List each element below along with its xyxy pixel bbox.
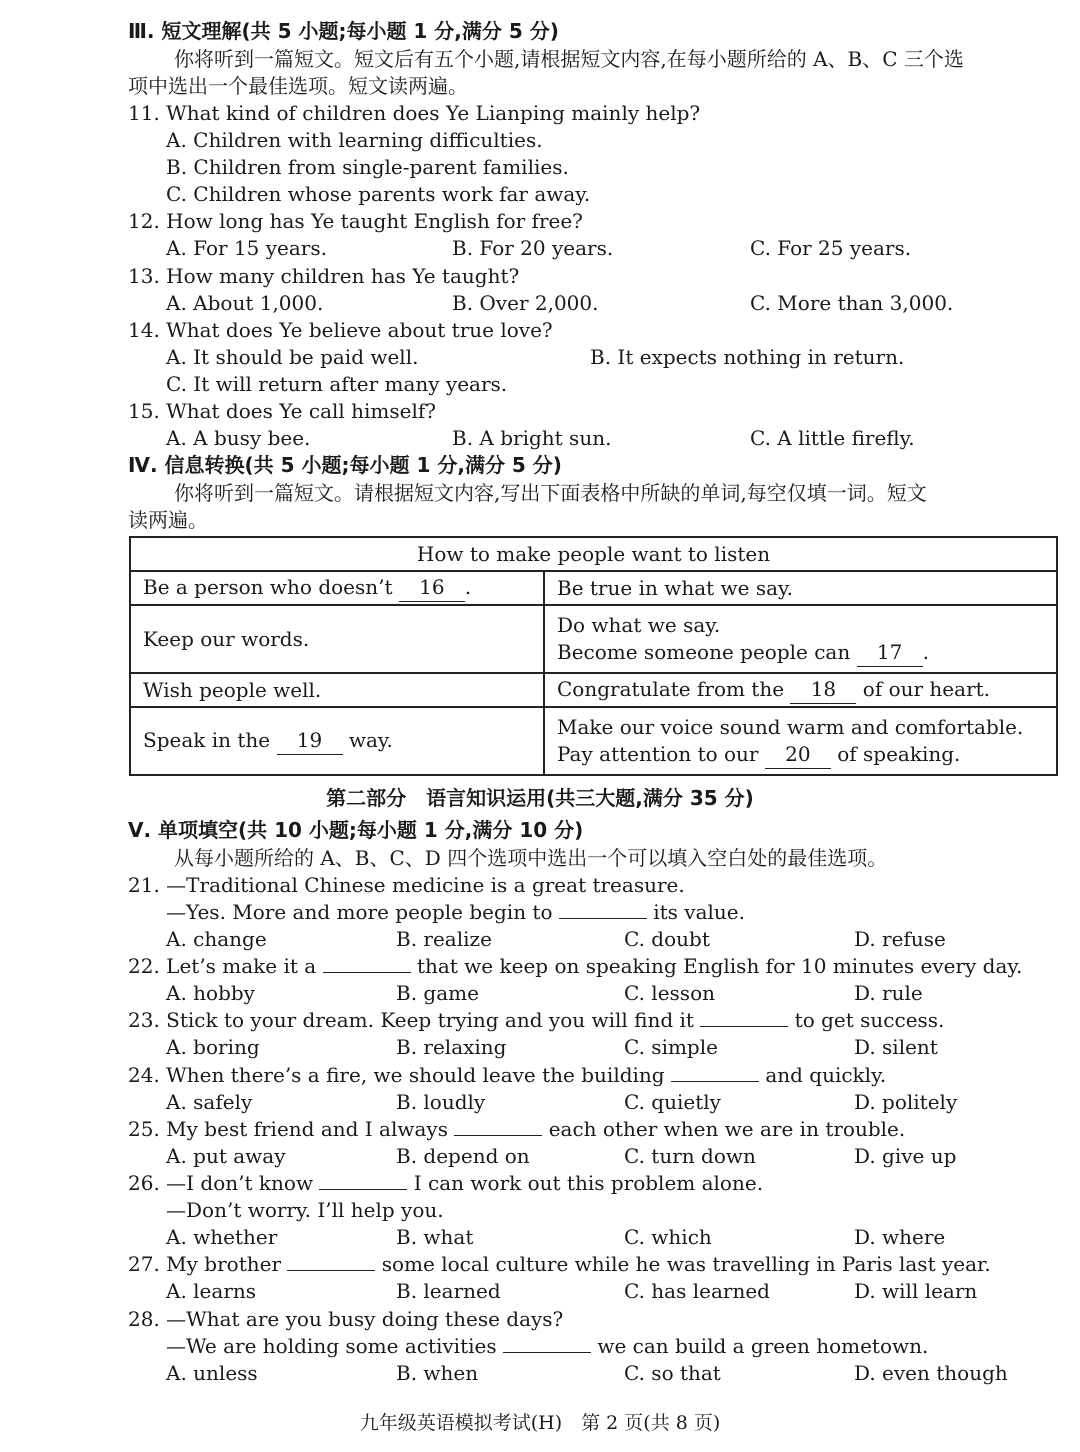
section5-instruction: 从每小题所给的 A、B、C、D 四个选项中选出一个可以填入空白处的最佳选项。: [174, 846, 888, 870]
question-23: 23. Stick to your dream. Keep trying and you will find it to get success.: [128, 1008, 945, 1032]
option-26d: D. where: [854, 1225, 946, 1249]
section4-title: Ⅳ. 信息转换(共 5 小题;每小题 1 分,满分 5 分): [128, 453, 562, 477]
table-cell-r1-right: Be true in what we say.: [544, 571, 1057, 605]
question-21-line2: —Yes. More and more people begin to its value.: [166, 900, 745, 924]
section3-instruction-2: 项中选出一个最佳选项。短文读两遍。: [128, 74, 468, 98]
option-12c: C. For 25 years.: [750, 236, 912, 260]
option-23c: C. simple: [624, 1035, 718, 1059]
option-12b: B. For 20 years.: [452, 236, 614, 260]
option-26c: C. which: [624, 1225, 712, 1249]
option-27c: C. has learned: [624, 1279, 770, 1303]
option-14c: C. It will return after many years.: [166, 372, 508, 396]
blank-28[interactable]: [503, 1352, 591, 1353]
option-23a: A. boring: [166, 1035, 260, 1059]
question-25: 25. My best friend and I always each other when we are in trouble.: [128, 1117, 906, 1141]
question-12: 12. How long has Ye taught English for free?: [128, 209, 583, 233]
section4-instruction-2: 读两遍。: [128, 508, 208, 532]
option-14b: B. It expects nothing in return.: [590, 345, 905, 369]
blank-25[interactable]: [454, 1135, 542, 1136]
table-cell-r4-right: Make our voice sound warm and comfortable. Pay attention to our 20 of speaking.: [544, 707, 1057, 775]
blank-27[interactable]: [287, 1270, 375, 1271]
blank-24[interactable]: [671, 1081, 759, 1082]
option-13b: B. Over 2,000.: [452, 291, 599, 315]
option-21c: C. doubt: [624, 927, 710, 951]
blank-18[interactable]: 18: [790, 676, 856, 704]
option-24a: A. safely: [166, 1090, 253, 1114]
option-28b: B. when: [396, 1361, 479, 1385]
table-cell-r3-left: Wish people well.: [130, 673, 544, 707]
blank-26[interactable]: [319, 1189, 407, 1190]
question-21-line1: 21. —Traditional Chinese medicine is a great treasure.: [128, 873, 685, 897]
option-26a: A. whether: [166, 1225, 278, 1249]
blank-19[interactable]: 19: [277, 727, 343, 755]
option-25a: A. put away: [166, 1144, 286, 1168]
option-15b: B. A bright sun.: [452, 426, 612, 450]
option-11c: C. Children whose parents work far away.: [166, 182, 591, 206]
option-14a: A. It should be paid well.: [166, 345, 419, 369]
option-23d: D. silent: [854, 1035, 938, 1059]
blank-20[interactable]: 20: [765, 741, 831, 769]
blank-23[interactable]: [700, 1026, 788, 1027]
option-27d: D. will learn: [854, 1279, 978, 1303]
option-11b: B. Children from single-parent families.: [166, 155, 569, 179]
option-22a: A. hobby: [166, 981, 255, 1005]
question-28-line1: 28. —What are you busy doing these days?: [128, 1307, 564, 1331]
option-24c: C. quietly: [624, 1090, 721, 1114]
option-27a: A. learns: [166, 1279, 257, 1303]
blank-21[interactable]: [559, 918, 647, 919]
option-22d: D. rule: [854, 981, 923, 1005]
question-13: 13. How many children has Ye taught?: [128, 264, 520, 288]
page-footer: 九年级英语模拟考试(H) 第 2 页(共 8 页): [359, 1412, 721, 1434]
question-26-line2: —Don’t worry. I’ll help you.: [166, 1198, 444, 1222]
option-12a: A. For 15 years.: [166, 236, 327, 260]
option-15a: A. A busy bee.: [166, 426, 311, 450]
option-24b: B. loudly: [396, 1090, 486, 1114]
question-24: 24. When there’s a fire, we should leave the building and quickly.: [128, 1063, 887, 1087]
option-11a: A. Children with learning difficulties.: [166, 128, 543, 152]
question-22: 22. Let’s make it a that we keep on speaking English for 10 minutes every day.: [128, 954, 1023, 978]
option-25b: B. depend on: [396, 1144, 530, 1168]
option-22c: C. lesson: [624, 981, 715, 1005]
question-26-line1: 26. —I don’t know I can work out this problem alone.: [128, 1171, 764, 1195]
option-25c: C. turn down: [624, 1144, 756, 1168]
section4-instruction-1: 你将听到一篇短文。请根据短文内容,写出下面表格中所缺的单词,每空仅填一词。短文: [174, 481, 927, 505]
option-23b: B. relaxing: [396, 1035, 507, 1059]
blank-22[interactable]: [323, 972, 411, 973]
table-cell-r2-right: Do what we say. Become someone people can 17 .: [544, 605, 1057, 673]
option-24d: D. politely: [854, 1090, 958, 1114]
option-22b: B. game: [396, 981, 479, 1005]
section3-instruction-1: 你将听到一篇短文。短文后有五个小题,请根据短文内容,在每小题所给的 A、B、C 三个选: [174, 47, 964, 71]
option-21a: A. change: [166, 927, 267, 951]
table-cell-r4-left: Speak in the 19 way.: [130, 707, 544, 775]
section3-title: Ⅲ. 短文理解(共 5 小题;每小题 1 分,满分 5 分): [128, 19, 559, 43]
option-21b: B. realize: [396, 927, 492, 951]
option-28d: D. even though: [854, 1361, 1008, 1385]
question-15: 15. What does Ye call himself?: [128, 399, 437, 423]
table-cell-r1-left: Be a person who doesn’t 16 .: [130, 571, 544, 605]
option-13c: C. More than 3,000.: [750, 291, 954, 315]
option-28a: A. unless: [166, 1361, 258, 1385]
question-27: 27. My brother some local culture while he was travelling in Paris last year.: [128, 1252, 991, 1276]
option-27b: B. learned: [396, 1279, 501, 1303]
option-15c: C. A little firefly.: [750, 426, 915, 450]
question-14: 14. What does Ye believe about true love?: [128, 318, 553, 342]
option-26b: B. what: [396, 1225, 474, 1249]
table-header: How to make people want to listen: [130, 537, 1057, 571]
info-table: [129, 536, 1058, 776]
question-11: 11. What kind of children does Ye Lianping mainly help?: [128, 101, 701, 125]
option-28c: C. so that: [624, 1361, 721, 1385]
option-25d: D. give up: [854, 1144, 957, 1168]
blank-17[interactable]: 17: [857, 639, 923, 667]
question-28-line2: —We are holding some activities we can build a green hometown.: [166, 1334, 929, 1358]
table-cell-r3-right: Congratulate from the 18 of our heart.: [544, 673, 1057, 707]
table-cell-r2-left: Keep our words.: [130, 605, 544, 673]
option-13a: A. About 1,000.: [166, 291, 324, 315]
option-21d: D. refuse: [854, 927, 946, 951]
blank-16[interactable]: 16: [399, 574, 465, 602]
part2-title: 第二部分 语言知识运用(共三大题,满分 35 分): [326, 786, 754, 810]
section5-title: Ⅴ. 单项填空(共 10 小题;每小题 1 分,满分 10 分): [128, 818, 584, 842]
